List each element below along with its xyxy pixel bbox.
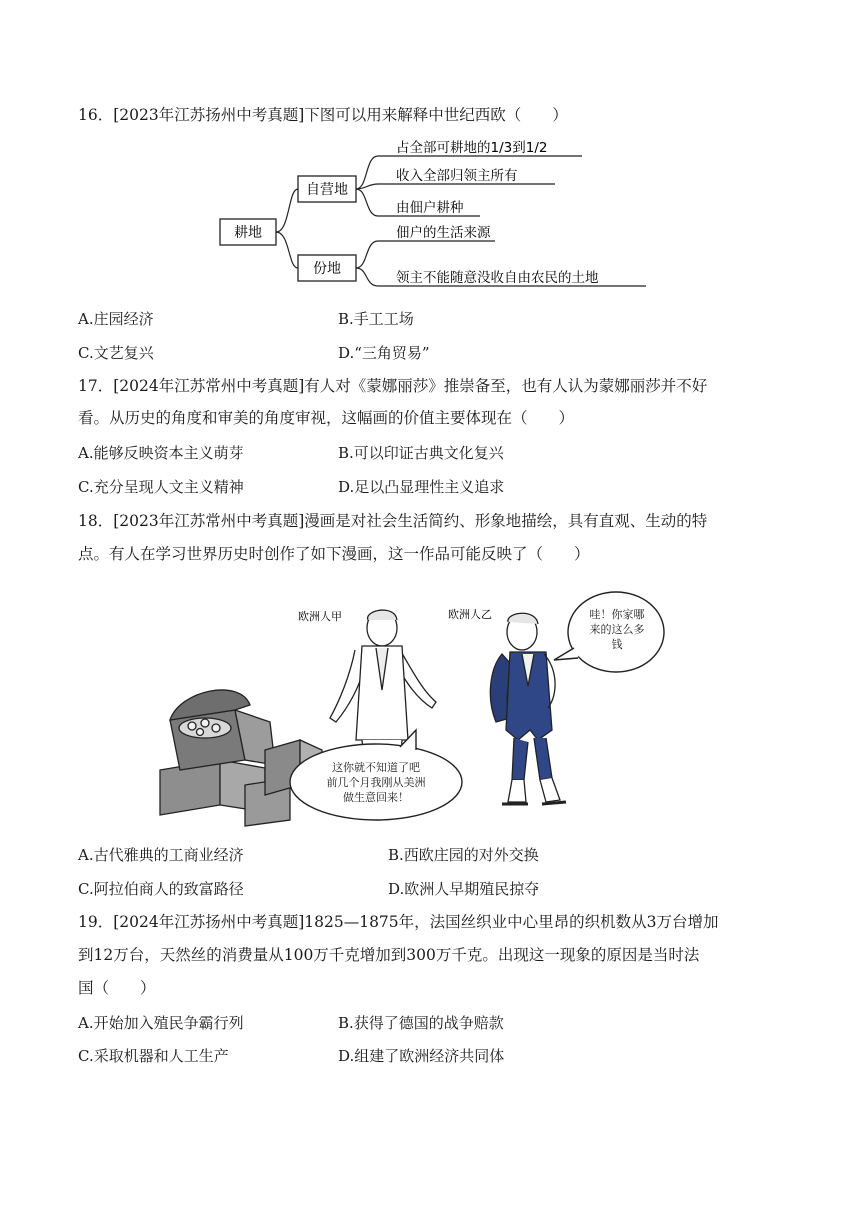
q17-option-c[interactable]: C.充分呈现人文主义精神	[78, 478, 244, 496]
q18-option-c[interactable]: C.阿拉伯商人的致富路径	[78, 880, 244, 898]
q19-option-b[interactable]: B.获得了德国的战争赔款	[338, 1014, 504, 1032]
speech-b-line3: 钱	[611, 638, 623, 651]
speech-text-a	[295, 760, 457, 805]
speech-a-line3: 做生意回来！	[343, 791, 409, 804]
diagram-branch2-label: 份地	[313, 261, 341, 277]
diagram-leaf5: 领主不能随意没收自由农民的土地	[396, 270, 599, 286]
diagram-root-label: 耕地	[234, 225, 262, 241]
q19-option-c[interactable]: C.采取机器和人工生产	[78, 1047, 229, 1065]
q19-stem-line1: 19．[2024年江苏扬州中考真题]1825—1875年，法国丝织业中心里昂的织机数从3万台增加	[78, 913, 719, 931]
european-b-figure	[490, 613, 566, 804]
q18-stem-line1: 18．[2023年江苏常州中考真题]漫画是对社会生活简约、形象地描绘，具有直观、生动的特	[78, 512, 708, 530]
speech-b-line2: 来的这么多	[589, 623, 645, 636]
speech-a-line1: 这你就不知道了吧	[332, 761, 420, 774]
diagram-leaf2: 收入全部归领主所有	[396, 168, 518, 184]
q18-stem-line2: 点。有人在学习世界历史时创作了如下漫画，这一作品可能反映了（ ）	[78, 545, 590, 563]
q16-option-a[interactable]: A.庄园经济	[78, 310, 154, 328]
diagram-branch1-label: 自营地	[306, 182, 348, 198]
treasure-chest-illustration	[160, 690, 322, 826]
q17-stem-line1: 17．[2024年江苏常州中考真题]有人对《蒙娜丽莎》推崇备至，也有人认为蒙娜丽莎并不好	[78, 377, 708, 395]
diagram-leaf4: 佃户的生活来源	[396, 225, 491, 241]
q17-option-a[interactable]: A.能够反映资本主义萌芽	[78, 444, 244, 462]
q18-option-d[interactable]: D.欧洲人早期殖民掠夺	[388, 880, 540, 898]
q17-option-b[interactable]: B.可以印证古典文化复兴	[338, 444, 504, 462]
speech-a-line2: 前几个月我刚从美洲	[326, 776, 426, 789]
label-european-b: 欧洲人乙	[448, 608, 492, 621]
q18-option-a[interactable]: A.古代雅典的工商业经济	[78, 846, 244, 864]
speech-text-b	[575, 607, 659, 652]
q19-stem-line3: 国（ ）	[78, 979, 156, 997]
q17-option-d[interactable]: D.足以凸显理性主义追求	[338, 478, 505, 496]
q19-stem-line2: 到12万台，天然丝的消费量从100万千克增加到300万千克。出现这一现象的原因是当时法	[78, 946, 700, 964]
q18-option-b[interactable]: B.西欧庄园的对外交换	[388, 846, 539, 864]
label-european-a: 欧洲人甲	[298, 610, 342, 623]
q16-option-b[interactable]: B.手工工场	[338, 310, 414, 328]
q16-tree-diagram	[210, 134, 660, 294]
q17-stem-line2: 看。从历史的角度和审美的角度审视，这幅画的价值主要体现在（ ）	[78, 409, 575, 427]
speech-b-line1: 哇！你家哪	[589, 608, 645, 621]
q19-option-d[interactable]: D.组建了欧洲经济共同体	[338, 1047, 505, 1065]
q19-option-a[interactable]: A.开始加入殖民争霸行列	[78, 1014, 244, 1032]
q16-option-c[interactable]: C.文艺复兴	[78, 344, 154, 362]
q16-option-d[interactable]: D.“三角贸易”	[338, 344, 430, 362]
q16-stem: 16．[2023年江苏扬州中考真题]下图可以用来解释中世纪西欧（ ）	[78, 106, 568, 124]
diagram-leaf1: 占全部可耕地的1/3到1/2	[396, 140, 548, 156]
diagram-leaf3: 由佃户耕种	[396, 200, 464, 216]
